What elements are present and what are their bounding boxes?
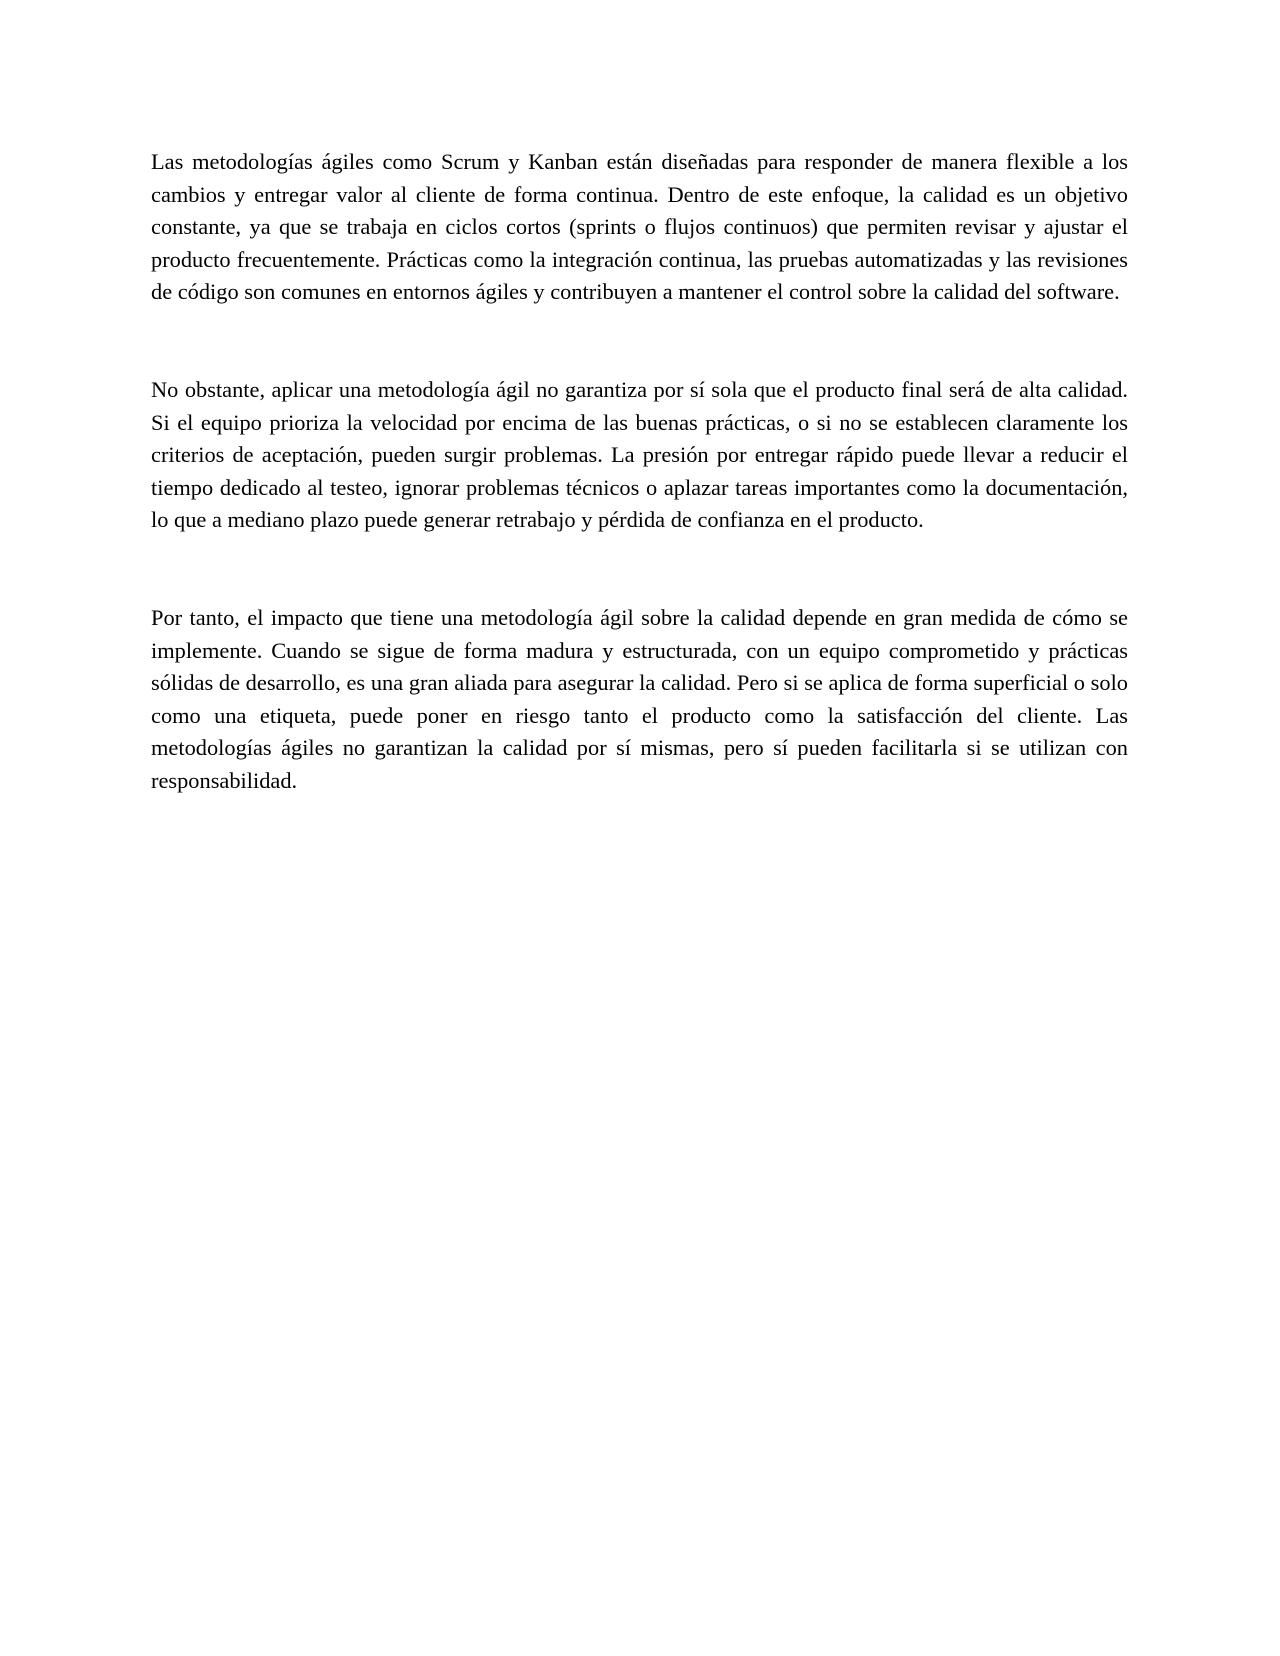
paragraph-agile-quality-conclusion: Por tanto, el impacto que tiene una metodología ágil sobre la calidad depende en gran medida de cómo se implemente. Cuando se sigue de forma madura y estructurada, con un equipo comprometido y prácticas sólidas de desarrollo, es una gran aliada para asegurar la calidad. Pero si se aplica de forma superficial o solo como una etiqueta, puede poner en riesgo tanto el producto como la satisfacción del cliente. Las metodologías ágiles no garantizan la calidad por sí mismas, pero sí pueden facilitarla si se utilizan con responsabilidad. [151, 604, 1128, 793]
paragraph-agile-quality-risks: No obstante, aplicar una metodología ágil no garantiza por sí sola que el producto final será de alta calidad. Si el equipo prioriza la velocidad por encima de las buenas prácticas, o si no se establecen claramente los criterios de aceptación, pueden surgir problemas. La presión por entregar rápido puede llevar a reducir el tiempo dedicado al testeo, ignorar problemas técnicos o aplazar tareas importantes como la documentación, lo que a mediano plazo puede generar retrabajo y pérdida de confianza en el producto. [151, 376, 1128, 533]
paragraph-agile-quality-intro: Las metodologías ágiles como Scrum y Kanban están diseñadas para responder de manera flexible a los cambios y entregar valor al cliente de forma continua. Dentro de este enfoque, la calidad es un objetivo constante, ya que se trabaja en ciclos cortos (sprints o flujos continuos) que permiten revisar y ajustar el producto frecuentemente. Prácticas como la integración continua, las pruebas automatizadas y las revisiones de código son comunes en entornos ágiles y contribuyen a mantener el control sobre la calidad del software. [151, 149, 1128, 305]
document-body [151, 146, 1128, 798]
